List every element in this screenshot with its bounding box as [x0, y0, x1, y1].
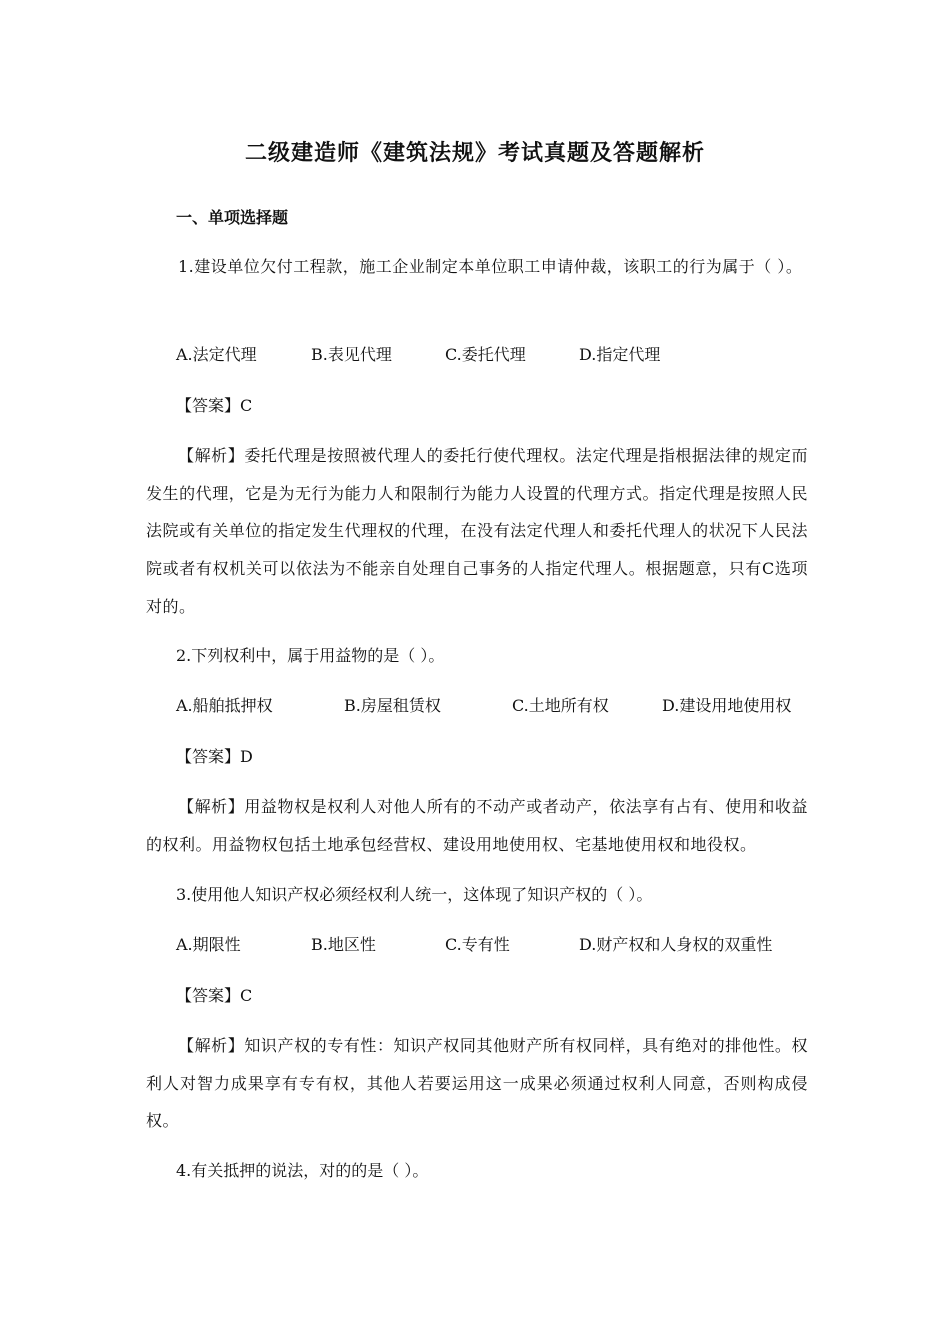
question-1-option-a: A.法定代理 — [176, 345, 257, 364]
question-3-option-a: A.期限性 — [176, 935, 241, 954]
question-2-option-d: D.建设用地使用权 — [662, 696, 792, 715]
question-3-option-d: D.财产权和人身权的双重性 — [579, 935, 773, 954]
document-title: 二级建造师《建筑法规》考试真题及答题解析 — [244, 141, 705, 166]
section-heading: 一、单项选择题 — [176, 208, 289, 227]
question-3-answer: 【答案】C — [176, 986, 253, 1005]
question-1-stem: 1.建设单位欠付工程款，施工企业制定本单位职工申请仲裁，该职工的行为属于（ ）。 — [178, 257, 803, 276]
question-2-option-b: B.房屋租赁权 — [344, 696, 441, 715]
question-4-stem: 4.有关抵押的说法，对的的是（ ）。 — [176, 1161, 429, 1180]
question-2-option-a: A.船舶抵押权 — [176, 696, 273, 715]
question-3-option-c: C.专有性 — [445, 935, 510, 954]
question-2-option-c: C.土地所有权 — [512, 696, 609, 715]
question-1-analysis: 【解析】委托代理是按照被代理人的委托行使代理权。法定代理是指根据法律的规定而发生的代理，它是为无行为能力人和限制行为能力人设置的代理方式。指定代理是按照人民法院或有关单位的指定发生代理权的代理，在没有法定代理人和委托代理人的状况下人民法院或者有权机关可以依法为不能亲自处理自己事务的人指定代理人。根据题意，只有C选项对的。 — [146, 446, 808, 616]
question-3-analysis: 【解析】知识产权的专有性：知识产权同其他财产所有权同样，具有绝对的排他性。权利人对智力成果享有专有权，其他人若要运用这一成果必须通过权利人同意，否则构成侵权。 — [146, 1036, 808, 1131]
question-2-answer: 【答案】D — [176, 747, 253, 766]
question-3-stem: 3.使用他人知识产权必须经权利人统一，这体现了知识产权的（ ）。 — [176, 885, 653, 904]
question-3-option-b: B.地区性 — [311, 935, 376, 954]
question-1-option-c: C.委托代理 — [445, 345, 526, 364]
question-2-analysis: 【解析】用益物权是权利人对他人所有的不动产或者动产，依法享有占有、使用和收益的权利。用益物权包括土地承包经营权、建设用地使用权、宅基地使用权和地役权。 — [146, 797, 808, 854]
question-1-option-d: D.指定代理 — [579, 345, 661, 364]
question-1-answer: 【答案】C — [176, 396, 253, 415]
question-2-stem: 2.下列权利中，属于用益物的是（ ）。 — [176, 646, 445, 665]
question-1-option-b: B.表见代理 — [311, 345, 392, 364]
